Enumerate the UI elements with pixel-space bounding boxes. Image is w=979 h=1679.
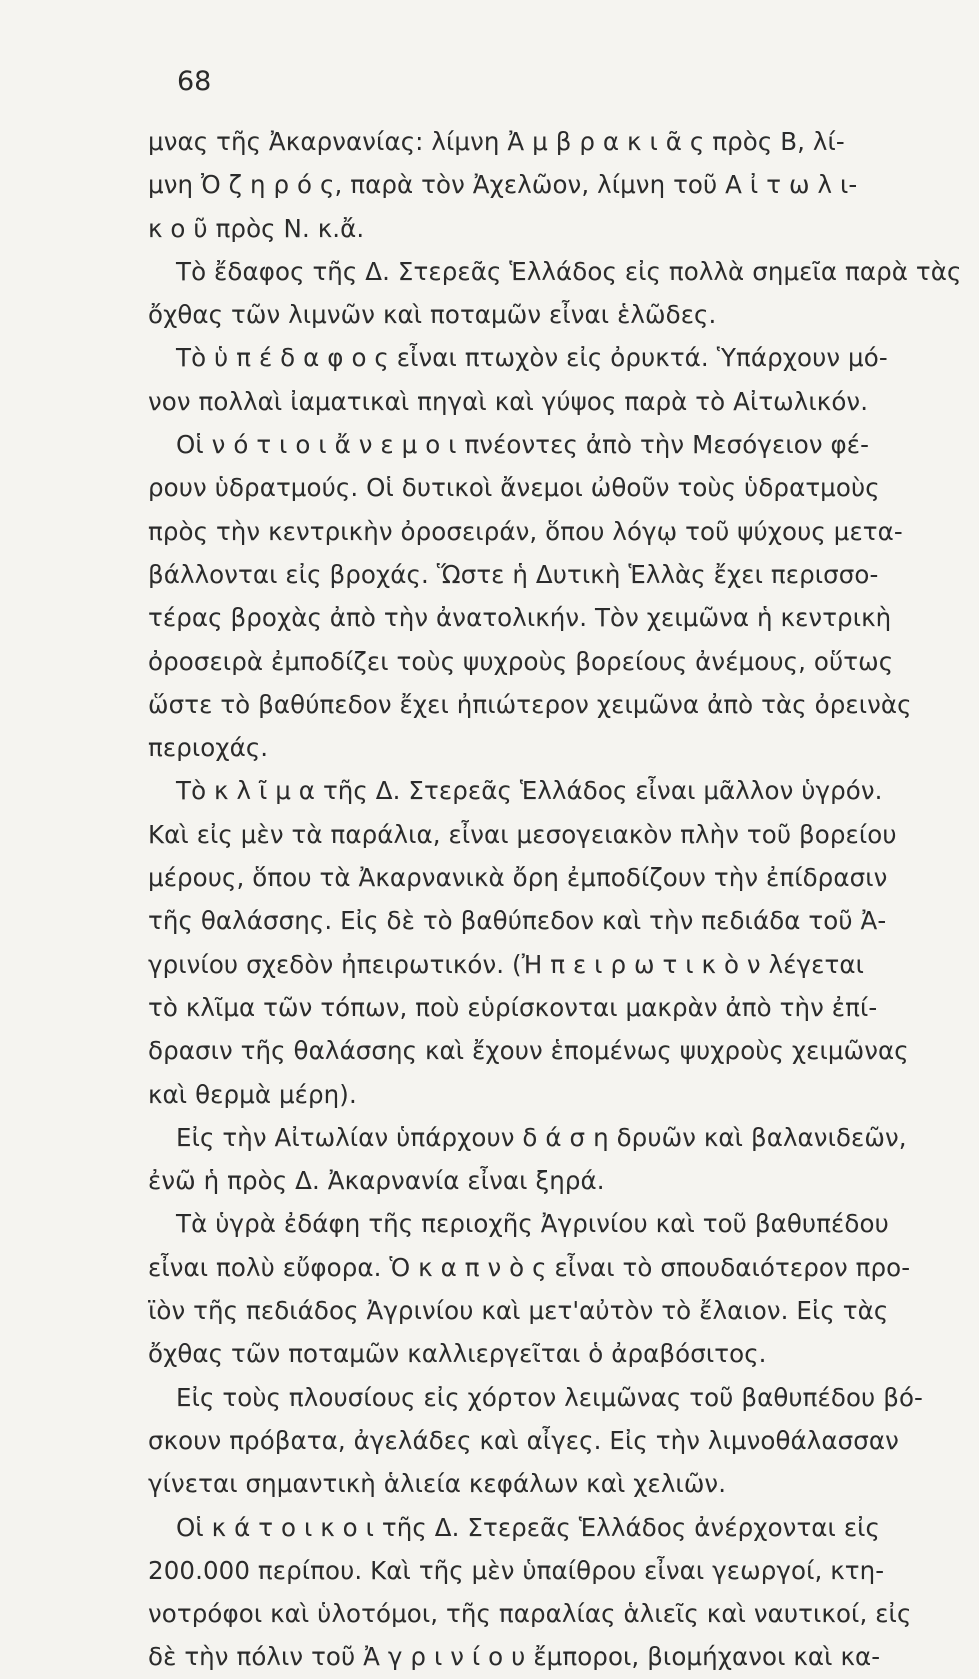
text-line: ὀροσειρὰ ἐμποδίζει τοὺς ψυχροὺς βορείους ἀνέμους, οὕτως — [148, 646, 894, 676]
text-line: Εἰς τοὺς πλουσίους εἰς χόρτον λειμῶνας τοῦ βαθυπέδου βό- — [176, 1382, 923, 1412]
text-line: περιοχάς. — [148, 733, 269, 763]
text-line: ὄχθας τῶν ποταμῶν καλλιεργεῖται ὁ ἀραβόσιτος. — [148, 1339, 767, 1369]
text-line: εἶναι πολὺ εὔφορα. Ὁ κ α π ν ὸ ς εἶναι τὸ σπουδαιότερον προ- — [148, 1252, 911, 1282]
text-line: τὸ κλῖμα τῶν τόπων, ποὺ εὑρίσκονται μακρὰν ἀπὸ τὴν ἐπί- — [148, 992, 878, 1022]
text-line: κ ο ῦ πρὸς Ν. κ.ἄ. — [148, 213, 365, 243]
text-line: δὲ τὴν πόλιν τοῦ Ἀ γ ρ ι ν ί ο υ ἔμποροι, βιομήχανοι καὶ κα- — [148, 1642, 881, 1672]
text-line: μνας τῆς Ἀκαρνανίας: λίμνη Ἀ μ β ρ α κ ι ᾶ ς πρὸς Β, λί- — [148, 127, 845, 156]
body-text — [148, 120, 970, 1679]
text-line: νον πολλαὶ ἰαματικαὶ πηγαὶ καὶ γύψος παρὰ τὸ Αἰτωλικόν. — [148, 386, 869, 416]
text-line: Τὸ ἔδαφος τῆς Δ. Στερεᾶς Ἑλλάδος εἰς πολλὰ σημεῖα παρὰ τὰς — [176, 256, 962, 286]
text-line: γίνεται σημαντικὴ ἁλιεία κεφάλων καὶ χελιῶν. — [148, 1469, 727, 1499]
text-line: ὥστε τὸ βαθύπεδον ἔχει ἠπιώτερον χειμῶνα ἀπὸ τὰς ὀρεινὰς — [148, 689, 912, 719]
text-line: Τὰ ὑγρὰ ἐδάφη τῆς περιοχῆς Ἀγρινίου καὶ τοῦ βαθυπέδου — [176, 1209, 889, 1239]
text-line: σκουν πρόβατα, ἀγελάδες καὶ αἶγες. Εἰς τὴν λιμνοθάλασσαν — [148, 1425, 899, 1455]
page-number: 68 — [177, 66, 212, 97]
text-line: Καὶ εἰς μὲν τὰ παράλια, εἶναι μεσογειακὸν πλὴν τοῦ βορείου — [148, 819, 897, 849]
text-line: γρινίου σχεδὸν ἠπειρωτικόν. (Ἠ π ε ι ρ ω τ ι κ ὸ ν λέγεται — [148, 949, 864, 979]
text-line: Οἱ ν ό τ ι ο ι ἄ ν ε μ ο ι πνέοντες ἀπὸ τὴν Μεσόγειον φέ- — [176, 430, 870, 460]
text-line: τέρας βροχὰς ἀπὸ τὴν ἀνατολικήν. Τὸν χειμῶνα ἡ κεντρικὴ — [148, 603, 892, 633]
text-line: μέρους, ὅπου τὰ Ἀκαρνανικὰ ὄρη ἐμποδίζουν τὴν ἐπίδρασιν — [148, 863, 888, 893]
text-line: 200.000 περίπου. Καὶ τῆς μὲν ὑπαίθρου εἶναι γεωργοί, κτη- — [148, 1555, 885, 1585]
text-line: μνη Ὀ ζ η ρ ό ς, παρὰ τὸν Ἀχελῶον, λίμνη τοῦ Α ἰ τ ω λ ι- — [148, 170, 858, 200]
text-line: Οἱ κ ά τ ο ι κ ο ι τῆς Δ. Στερεᾶς Ἑλλάδος ἀνέρχονται εἰς — [176, 1512, 881, 1542]
text-line: πρὸς τὴν κεντρικὴν ὀροσειράν, ὅπου λόγῳ τοῦ ψύχους μετα- — [148, 516, 903, 546]
text-line: Τὸ ὑ π έ δ α φ ο ς εἶναι πτωχὸν εἰς ὀρυκτά. Ὑπάρχουν μό- — [176, 343, 888, 373]
text-line: νοτρόφοι καὶ ὑλοτόμοι, τῆς παραλίας ἁλιεῖς καὶ ναυτικοί, εἰς — [148, 1599, 912, 1629]
text-line: Εἰς τὴν Αἰτωλίαν ὑπάρχουν δ ά σ η δρυῶν καὶ βαλανιδεῶν, — [176, 1122, 907, 1152]
text-line: Τὸ κ λ ῖ μ α τῆς Δ. Στερεᾶς Ἑλλάδος εἶναι μᾶλλον ὑγρόν. — [176, 776, 883, 806]
text-line: ρουν ὑδρατμούς. Οἱ δυτικοὶ ἄνεμοι ὠθοῦν τοὺς ὑδρατμοὺς — [148, 473, 880, 503]
text-line: ἐνῶ ἡ πρὸς Δ. Ἀκαρνανία εἶναι ξηρά. — [148, 1166, 605, 1196]
text-line: βάλλονται εἰς βροχάς. Ὥστε ἡ Δυτικὴ Ἑλλὰς ἔχει περισσο- — [148, 559, 879, 589]
text-line: ϊὸν τῆς πεδιάδος Ἀγρινίου καὶ μετ'αὐτὸν τὸ ἔλαιον. Εἰς τὰς — [148, 1296, 889, 1326]
text-line: δρασιν τῆς θαλάσσης καὶ ἔχουν ἑπομένως ψυχροὺς χειμῶνας — [148, 1036, 909, 1066]
text-line: τῆς θαλάσσης. Εἰς δὲ τὸ βαθύπεδον καὶ τὴν πεδιάδα τοῦ Ἀ- — [148, 906, 887, 936]
text-line: καὶ θερμὰ μέρη). — [148, 1079, 357, 1109]
text-line: ὄχθας τῶν λιμνῶν καὶ ποταμῶν εἶναι ἑλῶδες. — [148, 300, 717, 330]
